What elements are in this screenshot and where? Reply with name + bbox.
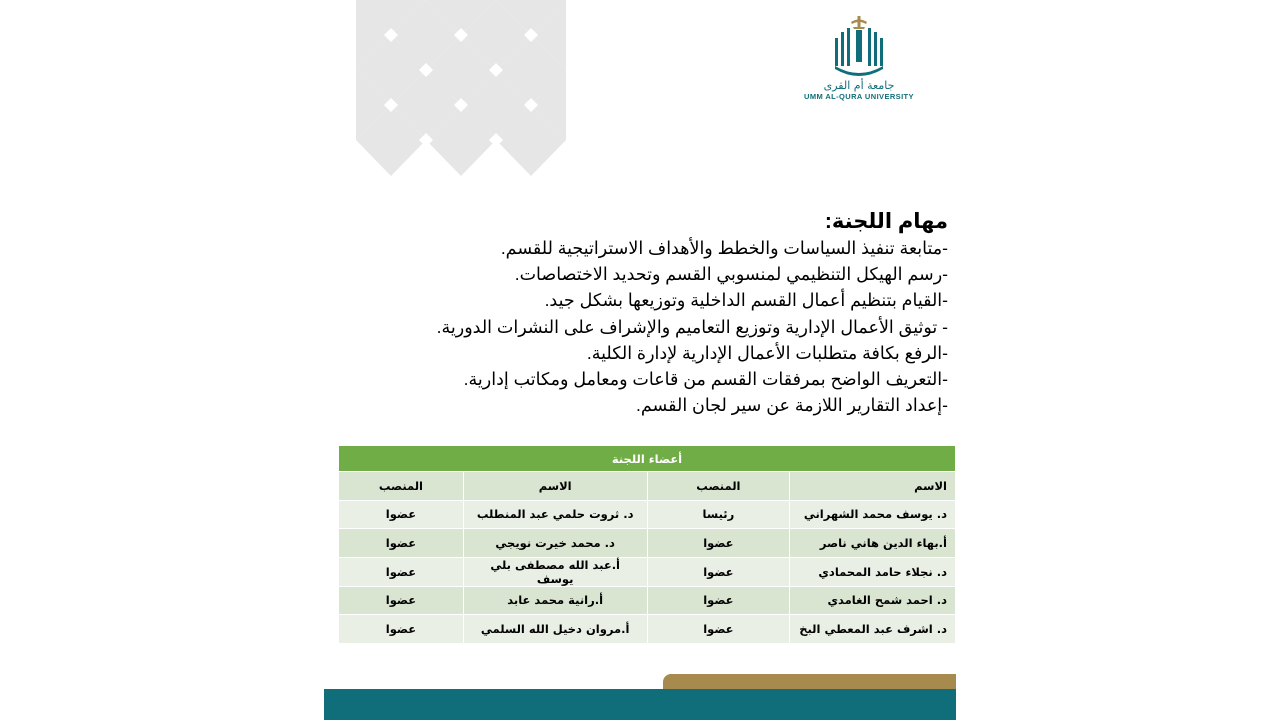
task-item: - توثيق الأعمال الإدارية وتوزيع التعاميم والإشراف على النشرات الدورية. bbox=[436, 316, 948, 337]
header-position: المنصب bbox=[647, 472, 790, 501]
member-position: عضوا bbox=[339, 586, 464, 615]
header-position: المنصب bbox=[339, 472, 464, 501]
member-position: عضوا bbox=[339, 557, 464, 586]
task-item: -الرفع بكافة متطلبات الأعمال الإدارية لإدارة الكلية. bbox=[586, 342, 948, 363]
member-position: عضوا bbox=[647, 586, 790, 615]
footer-teal-band bbox=[324, 689, 956, 720]
member-name: د. ثروت حلمي عبد المنطلب bbox=[463, 500, 647, 529]
member-name: د. اشرف عبد المعطي البخ bbox=[790, 615, 956, 644]
tasks-heading: مهام اللجنة: bbox=[824, 210, 948, 233]
member-name: أ.رانية محمد عابد bbox=[463, 586, 647, 615]
member-position: عضوا bbox=[339, 500, 464, 529]
member-name: د. يوسف محمد الشهراني bbox=[790, 500, 956, 529]
geometric-pattern bbox=[356, 0, 566, 176]
member-name: د. محمد خيرت نويجي bbox=[463, 529, 647, 558]
member-position: عضوا bbox=[339, 615, 464, 644]
table-row bbox=[339, 529, 956, 558]
task-item: -رسم الهيكل التنظيمي لمنسوبي القسم وتحديد الاختصاصات. bbox=[514, 264, 948, 285]
committee-members-table bbox=[338, 445, 956, 644]
table-row bbox=[339, 500, 956, 529]
member-position: عضوا bbox=[647, 615, 790, 644]
member-position: عضوا bbox=[647, 529, 790, 558]
university-emblem-icon bbox=[829, 16, 889, 78]
table-row bbox=[339, 615, 956, 644]
university-arabic-name: جامعة أم القرى bbox=[823, 79, 895, 92]
slide bbox=[324, 0, 956, 720]
task-item: -التعريف الواضح بمرفقات القسم من قاعات ومعامل ومكاتب إدارية. bbox=[463, 369, 948, 390]
university-logo bbox=[796, 16, 922, 104]
table-row bbox=[339, 586, 956, 615]
member-position: رئيسا bbox=[647, 500, 790, 529]
committee-tasks bbox=[348, 208, 948, 418]
table-row bbox=[339, 557, 956, 586]
table-header-row bbox=[339, 472, 956, 501]
member-name: أ.عبد الله مصطفى بلي يوسف bbox=[463, 557, 647, 586]
header-name: الاسم bbox=[790, 472, 956, 501]
member-name: د. نجلاء حامد المحمادي bbox=[790, 557, 956, 586]
header-name: الاسم bbox=[463, 472, 647, 501]
member-position: عضوا bbox=[339, 529, 464, 558]
member-name: أ.مروان دخيل الله السلمي bbox=[463, 615, 647, 644]
table-title-row bbox=[339, 446, 956, 472]
task-item: -إعداد التقارير اللازمة عن سير لجان القسم. bbox=[636, 395, 948, 416]
task-item: -القيام بتنظيم أعمال القسم الداخلية وتوزيعها بشكل جيد. bbox=[544, 290, 948, 311]
table-title: أعضاء اللجنة bbox=[339, 446, 956, 472]
university-english-name: UMM AL-QURA UNIVERSITY bbox=[804, 92, 914, 101]
member-name: د. احمد شمح الغامدي bbox=[790, 586, 956, 615]
member-position: عضوا bbox=[647, 557, 790, 586]
task-item: -متابعة تنفيذ السياسات والخطط والأهداف الاستراتيجية للقسم. bbox=[500, 238, 948, 258]
member-name: أ.بهاء الدين هاني ناصر bbox=[790, 529, 956, 558]
